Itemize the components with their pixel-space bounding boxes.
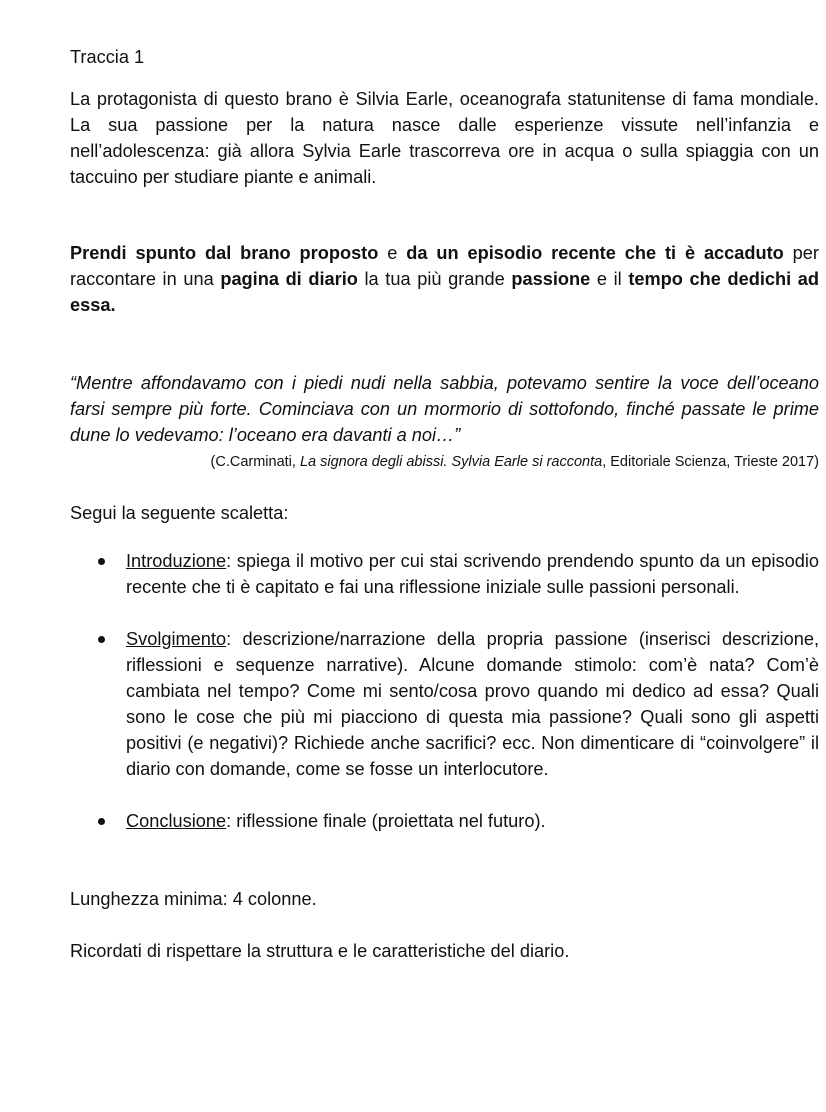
bullet-icon <box>98 818 105 825</box>
task-text-3: la tua più grande <box>357 269 512 289</box>
task-bold-2: da un episodio recente che ti è accaduto <box>406 243 784 263</box>
task-text-2: per raccontare in una <box>70 243 819 289</box>
reminder-note: Ricordati di rispettare la struttura e le caratteristiche del diario. <box>70 941 570 961</box>
outline-item-svolgimento <box>126 626 819 782</box>
task-paragraph <box>70 240 819 318</box>
outline-item-label: Introduzione <box>126 551 227 571</box>
outline-heading: Segui la seguente scaletta: <box>70 503 289 523</box>
task-bold-4: passione <box>511 269 591 289</box>
task-bold-1: Prendi spunto dal brano proposto <box>70 243 379 263</box>
source-publisher: , Editoriale Scienza, Trieste 2017) <box>602 454 819 470</box>
outline-item-text: : riflessione finale (proiettata nel futuro). <box>226 811 546 831</box>
outline-item-label: Conclusione <box>126 811 227 831</box>
quote-paragraph: “Mentre affondavamo con i piedi nudi nella sabbia, potevamo sentire la voce dell’oceano farsi sempre più forte. Cominciava con un mormorio di sottofondo, finché passate le prime dune lo vedevamo: l’oceano era davanti a noi…” <box>70 373 819 445</box>
task-bold-5: tempo che dedichi ad essa. <box>70 269 820 315</box>
outline-item-text: : spiega il motivo per cui stai scrivendo prendendo spunto da un episodio recente che ti è capitato e fai una riflessione iniziale sulle passioni personali. <box>126 551 819 597</box>
outline-item-text: : descrizione/narrazione della propria passione (inserisci descrizione, riflessioni e sequenze narrative). Alcune domande stimolo: com’è nata? Com’è cambiata nel tempo? Come mi sento/cosa provo quando mi dedico ad essa? Quali sono le cose che più mi piacciono di questa mia passione? Quali sono gli aspetti positivi (e negativi)? Richiede anche sacrifici? ecc. Non dimenticare di “coinvolgere” il diario con domande, come se fosse un interlocutore. <box>126 629 819 779</box>
bullet-icon <box>98 558 105 565</box>
outline-list <box>70 548 819 834</box>
intro-paragraph: La protagonista di questo brano è Silvia Earle, oceanografa statunitense di fama mondiale. La sua passione per la natura nasce dalle esperienze vissute nell’infanzia e nell’adolescenza: già allora Sylvia Earle trascorreva ore in acqua o sulla spiaggia con un taccuino per studiare piante e animali. <box>70 89 819 187</box>
task-text-4: e il <box>590 269 629 289</box>
minimum-length-note: Lunghezza minima: 4 colonne. <box>70 889 317 909</box>
source-author: (C.Carminati, <box>210 454 300 470</box>
task-bold-3: pagina di diario <box>220 269 358 289</box>
assignment-title: Traccia 1 <box>70 47 145 67</box>
bullet-icon <box>98 636 105 643</box>
task-text-1: e <box>378 243 407 263</box>
outline-item-label: Svolgimento <box>126 629 227 649</box>
outline-item-introduzione <box>126 548 819 600</box>
quote-source <box>70 452 819 472</box>
outline-item-conclusione <box>126 808 819 834</box>
document-page <box>70 44 819 964</box>
source-book-title: La signora degli abissi. Sylvia Earle si racconta <box>299 454 603 470</box>
